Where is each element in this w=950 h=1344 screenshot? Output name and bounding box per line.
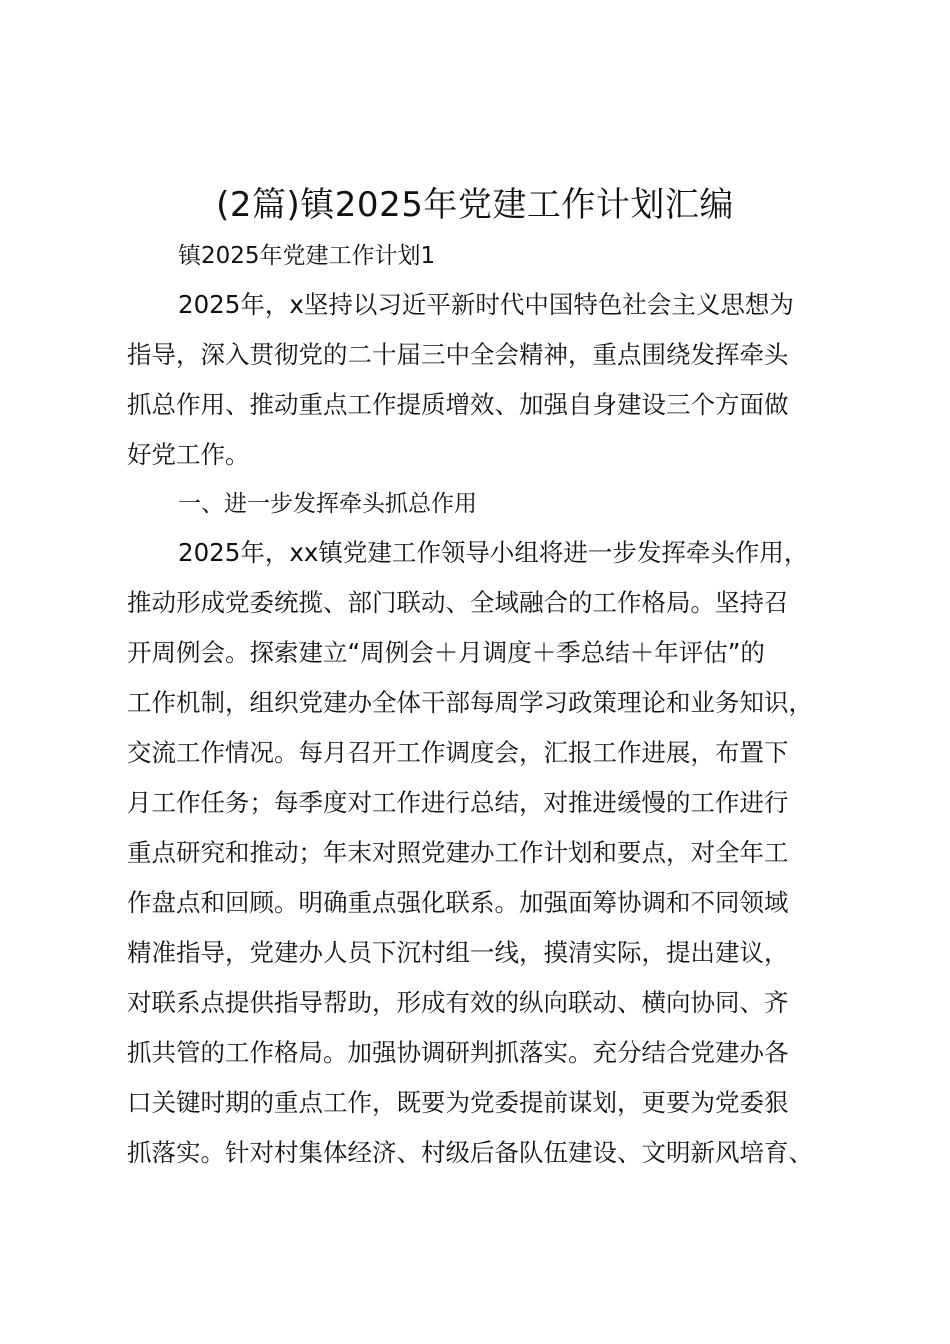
paragraph-intro	[127, 280, 837, 480]
paragraph-line: 推动形成党委统揽、部门联动、全域融合的工作格局。坚持召	[127, 588, 789, 617]
paragraph-line: 重点研究和推动；年末对照党建办工作计划和要点，对全年工	[127, 838, 789, 867]
paragraph-line: 2025年，xx镇党建工作领导小组将进一步发挥牵头作用，	[178, 538, 809, 567]
paragraph-line: 好党工作。	[127, 440, 250, 469]
paragraph-line: 开周例会。探索建立“周例会＋月调度＋季总结＋年评估”的	[127, 638, 765, 667]
paragraph-line: 作盘点和回顾。明确重点强化联系。加强面筹协调和不同领域	[127, 888, 789, 917]
paragraph-line: 精准指导，党建办人员下沉村组一线，摸清实际，提出建议，	[127, 938, 789, 967]
paragraph-section-one	[127, 528, 837, 1178]
paragraph-line: 抓总作用、推动重点工作提质增效、加强自身建设三个方面做	[127, 390, 789, 419]
paragraph-line: 抓落实。针对村集体经济、村级后备队伍建设、文明新风培育、	[127, 1138, 813, 1167]
paragraph-line: 月工作任务；每季度对工作进行总结，对推进缓慢的工作进行	[127, 788, 789, 817]
document-title: (2篇)镇2025年党建工作计划汇编	[216, 185, 734, 225]
paragraph-line: 指导，深入贯彻党的二十届三中全会精神，重点围绕发挥牵头	[127, 340, 789, 369]
paragraph-line: 2025年，x坚持以习近平新时代中国特色社会主义思想为	[178, 290, 794, 319]
paragraph-line: 工作机制，组织党建办全体干部每周学习政策理论和业务知识，	[127, 688, 813, 717]
paragraph-line: 对联系点提供指导帮助，形成有效的纵向联动、横向协同、齐	[127, 988, 789, 1017]
document-subtitle: 镇2025年党建工作计划1	[178, 243, 436, 269]
paragraph-line: 抓共管的工作格局。加强协调研判抓落实。充分结合党建办各	[127, 1038, 789, 1067]
section-heading: 一、进一步发挥牵头抓总作用	[178, 491, 477, 517]
paragraph-line: 口关键时期的重点工作，既要为党委提前谋划，更要为党委狠	[127, 1088, 789, 1117]
paragraph-line: 交流工作情况。每月召开工作调度会，汇报工作进展，布置下	[127, 738, 789, 767]
